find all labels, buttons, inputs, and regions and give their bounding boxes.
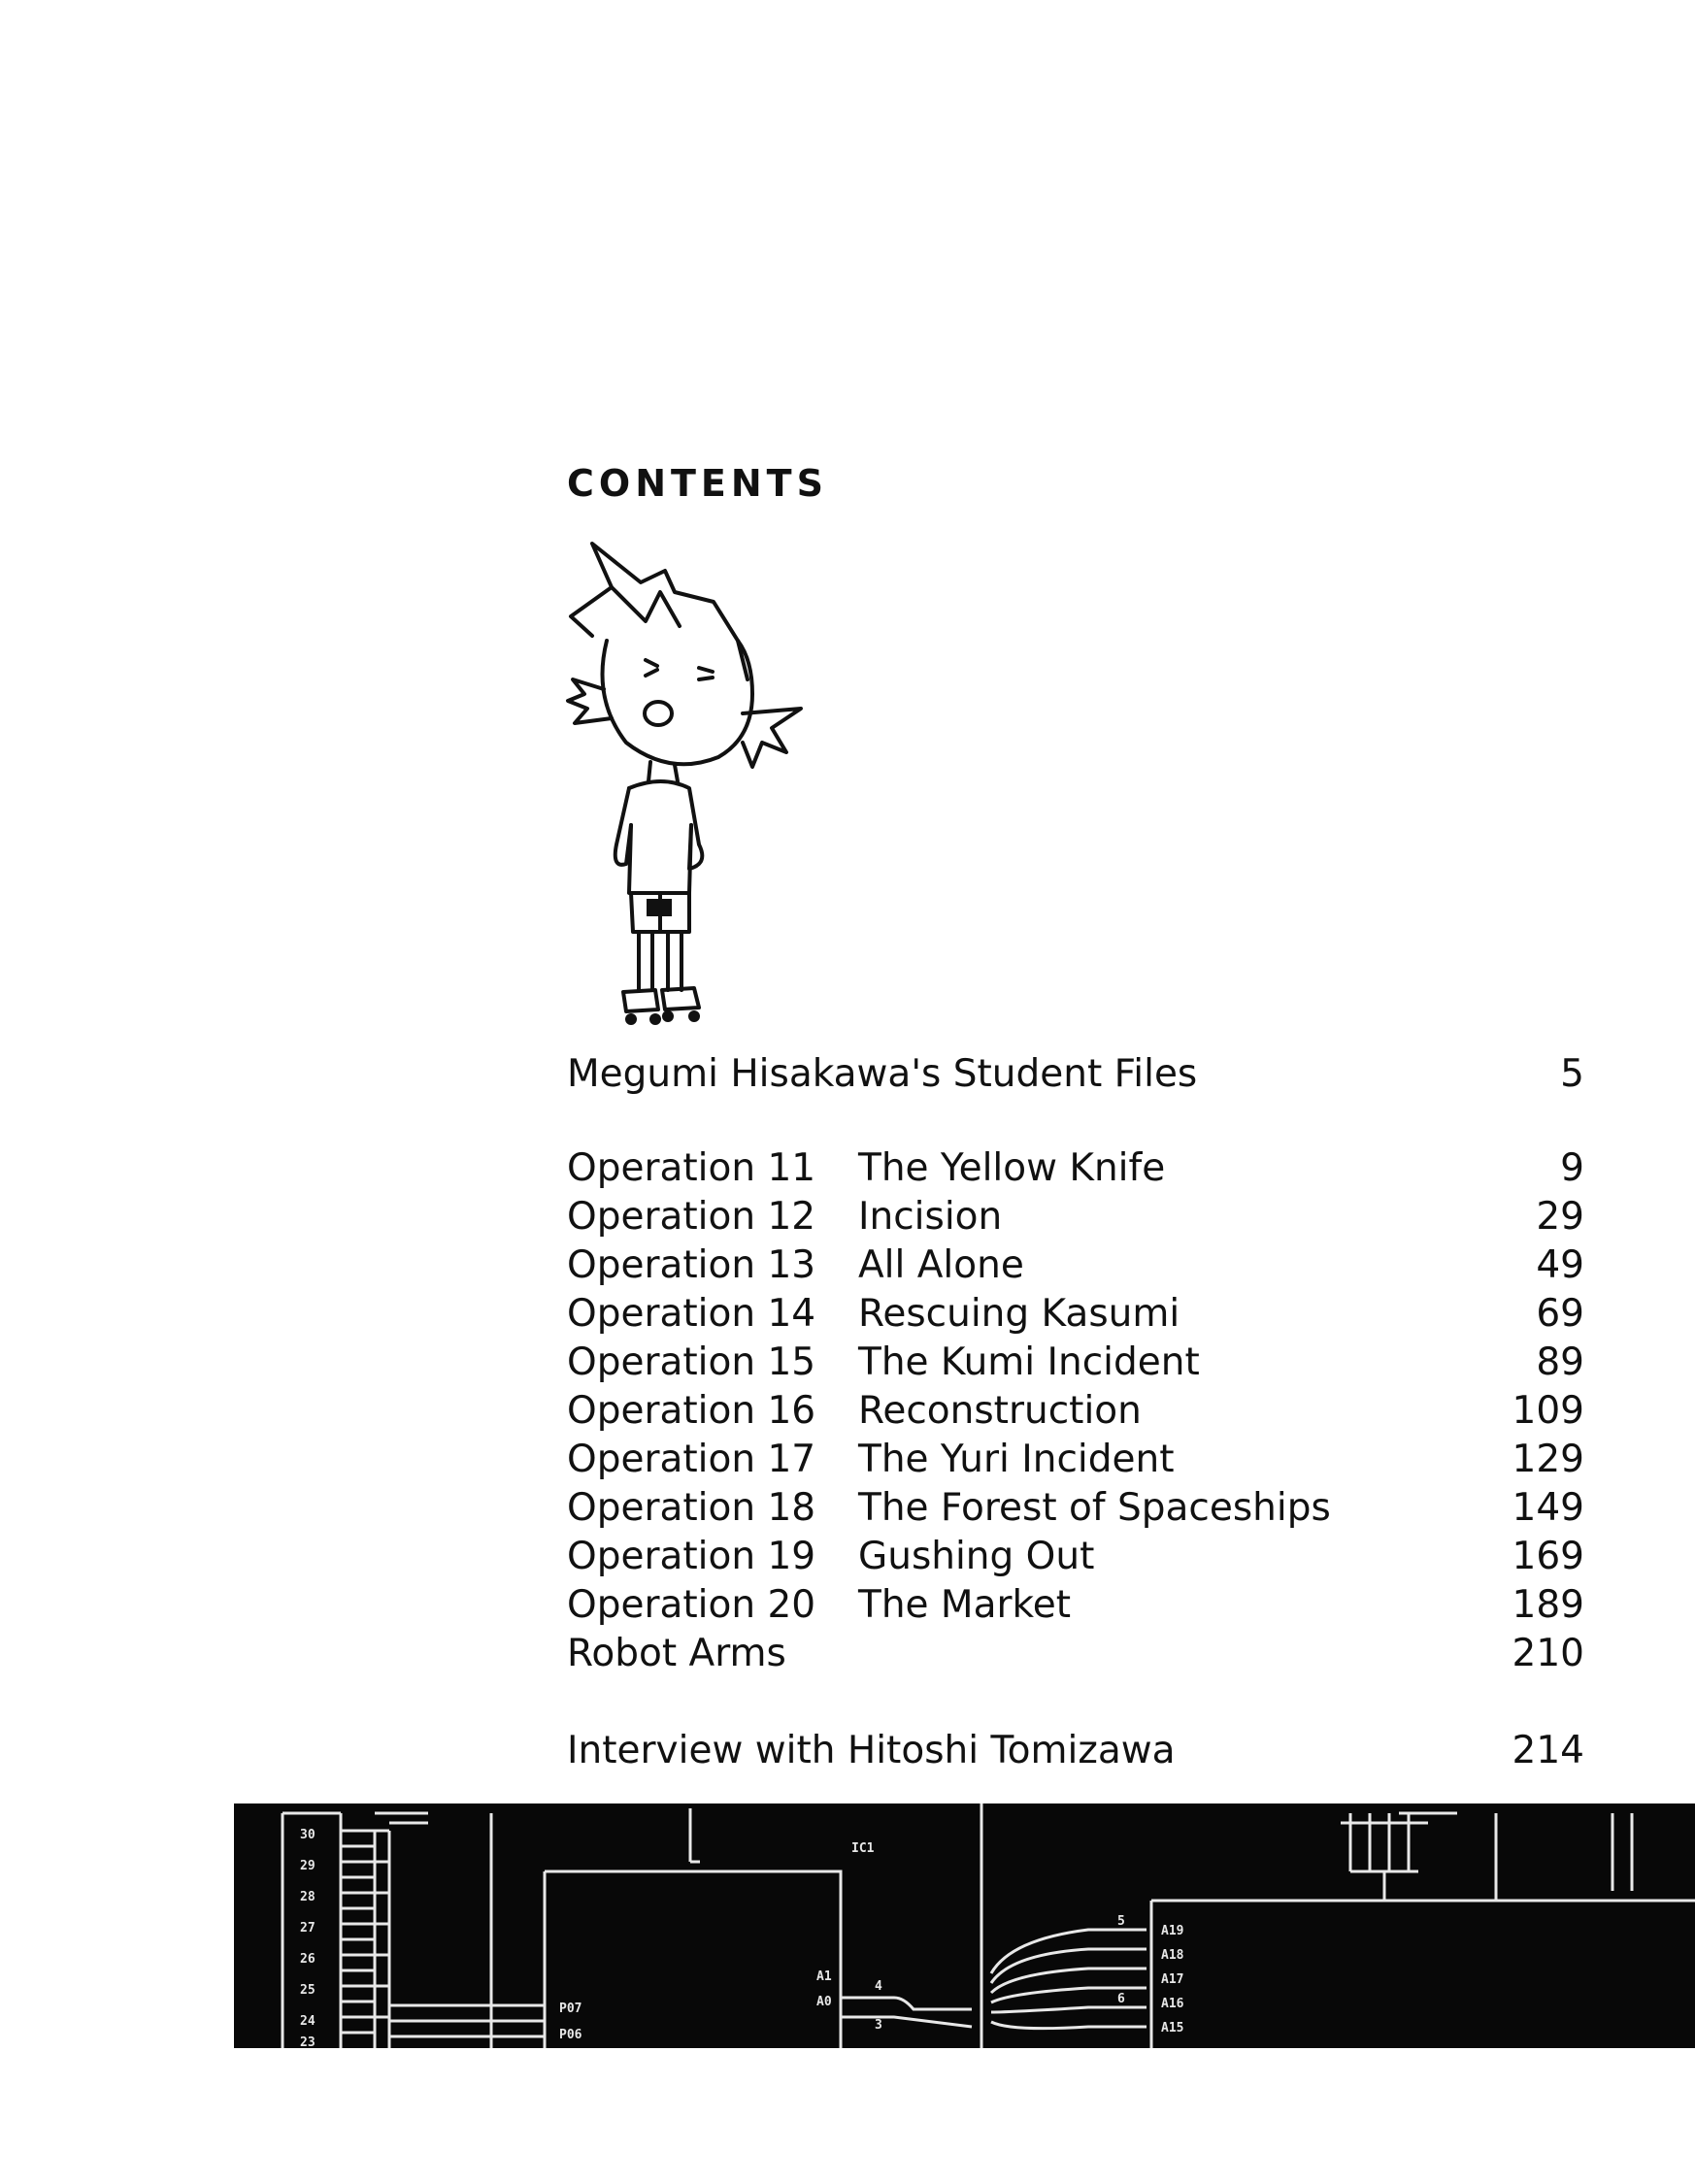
toc-entry[interactable] (567, 1386, 1584, 1437)
entry-label: Operation 17 (567, 1438, 816, 1481)
entry-title: Gushing Out (858, 1535, 1095, 1578)
entry-page: 210 (1512, 1632, 1584, 1675)
chip-label: A0 (816, 1995, 832, 2009)
pin-number: 27 (300, 1921, 316, 1936)
entry-page: 9 (1560, 1146, 1584, 1190)
chip-label: P06 (559, 2028, 582, 2042)
entry-page: 69 (1536, 1292, 1584, 1336)
chip-label: IC1 (851, 1841, 875, 1856)
entry-page: 29 (1536, 1195, 1584, 1239)
entry-label: Operation 19 (567, 1535, 816, 1578)
entry-title: The Yuri Incident (858, 1438, 1175, 1481)
entry-page: 49 (1536, 1243, 1584, 1287)
chip-label: A1 (816, 1969, 832, 1984)
pin-number: 29 (300, 1859, 316, 1873)
entry-label: Interview with Hitoshi Tomizawa (567, 1729, 1176, 1772)
entry-label: Operation 11 (567, 1146, 816, 1190)
entry-label: Operation 14 (567, 1292, 816, 1336)
pin-number: 23 (300, 2035, 316, 2048)
toc-entry[interactable] (567, 1241, 1584, 1291)
toc-entry[interactable] (567, 1532, 1584, 1582)
entry-label: Operation 13 (567, 1243, 816, 1287)
entry-page: 149 (1512, 1486, 1584, 1530)
entry-title: The Kumi Incident (858, 1340, 1200, 1384)
entry-title: The Yellow Knife (858, 1146, 1166, 1190)
entry-page: 89 (1536, 1340, 1584, 1384)
address-label: A15 (1161, 2021, 1184, 2035)
address-label: A16 (1161, 1997, 1184, 2011)
toc-entry[interactable] (567, 1483, 1584, 1534)
entry-page: 169 (1512, 1535, 1584, 1578)
entry-label: Megumi Hisakawa's Student Files (567, 1052, 1198, 1096)
entry-title: The Forest of Spaceships (858, 1486, 1331, 1530)
entry-page: 214 (1512, 1729, 1584, 1772)
toc-entry[interactable] (567, 1435, 1584, 1485)
entry-label: Robot Arms (567, 1632, 786, 1675)
line-number: 4 (875, 1979, 882, 1994)
entry-page: 5 (1560, 1052, 1584, 1096)
line-number: 6 (1117, 1992, 1125, 2006)
toc-entry[interactable] (567, 1192, 1584, 1242)
pin-number: 24 (300, 2014, 316, 2029)
pin-number: 30 (300, 1828, 316, 1842)
contents-heading: CONTENTS (567, 462, 828, 505)
entry-page: 189 (1512, 1583, 1584, 1627)
toc-entry[interactable] (567, 1049, 1584, 1100)
chibi-girl-icon (553, 534, 883, 1039)
line-number: 5 (1117, 1914, 1125, 1929)
toc-entry[interactable] (567, 1580, 1584, 1631)
toc-entry[interactable] (567, 1338, 1584, 1388)
entry-label: Operation 18 (567, 1486, 816, 1530)
address-label: A18 (1161, 1948, 1184, 1963)
entry-page: 129 (1512, 1438, 1584, 1481)
toc-entry[interactable] (567, 1629, 1584, 1679)
entry-page: 109 (1512, 1389, 1584, 1433)
entry-title: Rescuing Kasumi (858, 1292, 1180, 1336)
chip-label: P07 (559, 2002, 582, 2016)
address-label: A19 (1161, 1924, 1184, 1938)
toc-entry[interactable] (567, 1143, 1584, 1194)
entry-label: Operation 12 (567, 1195, 816, 1239)
toc-entry[interactable] (567, 1726, 1584, 1776)
entry-title: Incision (858, 1195, 1003, 1239)
entry-title: The Market (858, 1583, 1071, 1627)
toc-entry[interactable] (567, 1289, 1584, 1340)
pin-number: 26 (300, 1952, 316, 1967)
line-number: 3 (875, 2018, 882, 2033)
circuit-diagram-banner (234, 1803, 1695, 2048)
entry-label: Operation 20 (567, 1583, 816, 1627)
entry-title: Reconstruction (858, 1389, 1142, 1433)
entry-label: Operation 15 (567, 1340, 816, 1384)
address-label: A17 (1161, 1972, 1184, 1987)
pin-number: 28 (300, 1890, 316, 1904)
entry-label: Operation 16 (567, 1389, 816, 1433)
pin-number: 25 (300, 1983, 316, 1998)
entry-title: All Alone (858, 1243, 1024, 1287)
